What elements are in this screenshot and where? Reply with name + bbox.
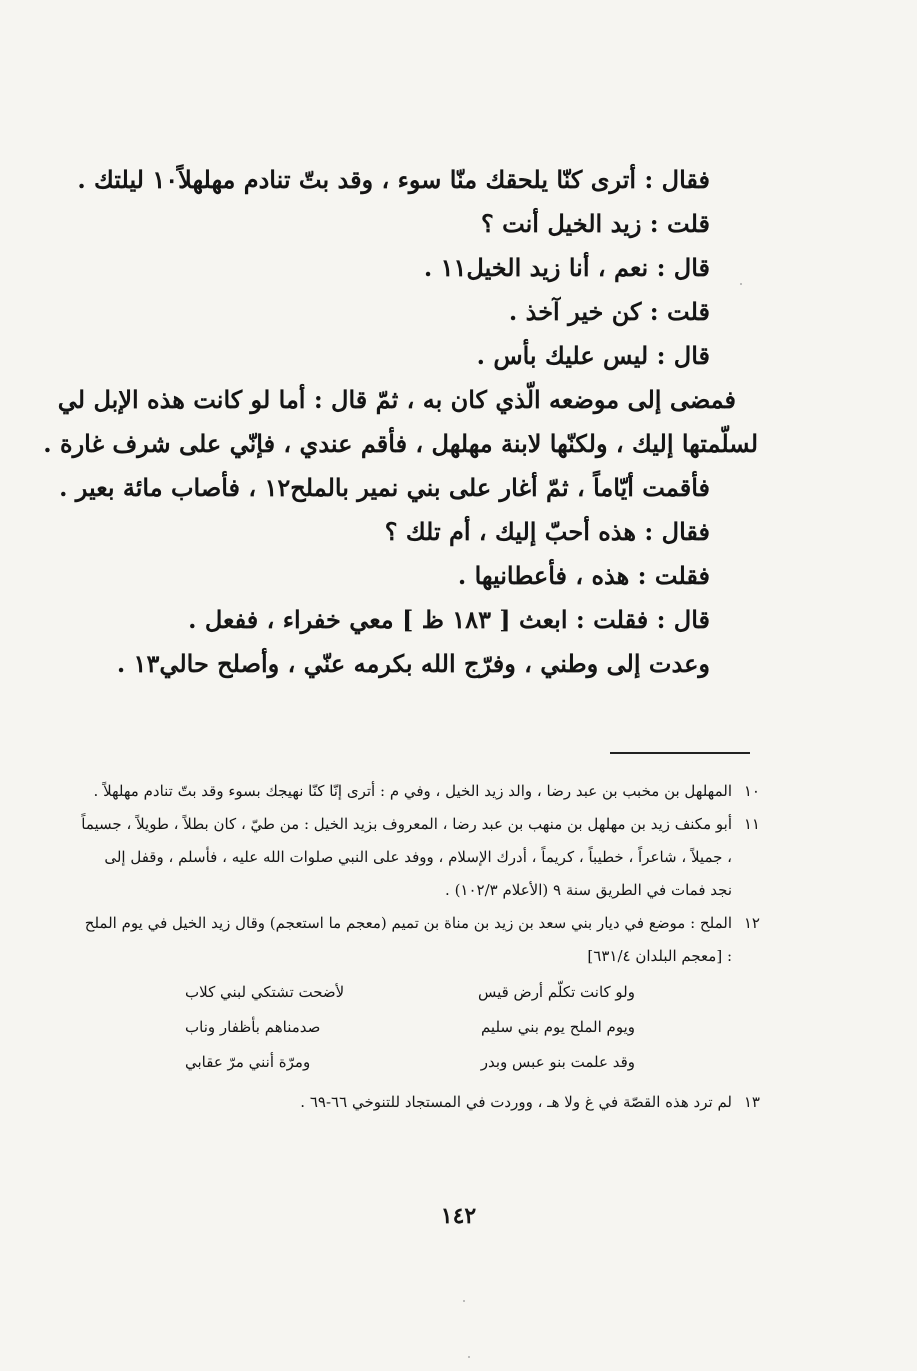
verse-second-hemistich: لأضحت تشتكي لبني كلاب	[185, 983, 345, 1001]
footnote-text: المهلهل بن مخبب بن عبد رضا ، والد زيد الخيل ، وفي م : أترى إنّا كنّا نهيجك بسوء وقد بتّ تنادم مهلهلاً .	[93, 782, 732, 800]
page-number: ١٤٢	[440, 1203, 477, 1229]
verse-second-hemistich: ومرّة أنني مرّ عقابي	[185, 1053, 311, 1071]
footnote-text: أبو مكنف زيد بن مهلهل بن منهب بن عبد رضا ، المعروف بزيد الخيل : من طيّ ، كان بطلاً ، طويلاً ، جسيماً ، جميلاً ، شاعراً ، خطيباً ، كريماً ، أدرك الإسلام ، ووفد على النبي صلوات الله عليه ، فأسلم ، وقفل إلى نجد فمات في الطريق سنة ٩ (الأعلام ١٠٢/٣) .	[81, 815, 732, 899]
text-line: قال : ليس عليك بأس .	[476, 341, 710, 370]
main-text	[43, 158, 758, 686]
footnote	[80, 775, 760, 808]
paper-speck	[468, 1356, 470, 1358]
footnote-number: ١١	[743, 815, 760, 833]
footnote-text: لم ترد هذه القصّة في غ ولا هـ ، ووردت في المستجاد للتنوخي ٦٦-٦٩ .	[300, 1093, 732, 1111]
text-line: قال : نعم ، أنا زيد الخيل١١ .	[423, 253, 710, 282]
poem-verse	[185, 1010, 635, 1045]
text-line: قال : فقلت : ابعث [ ١٨٣ ظ ] معي خفراء ، ففعل .	[188, 605, 710, 634]
footnote-number: ١٠	[743, 782, 760, 800]
footnote	[80, 1086, 760, 1119]
footnote-text: الملح : موضع في ديار بني سعد بن زيد بن مناة بن تميم (معجم ما استعجم) وقال زيد الخيل في يوم الملح : [معجم البلدان ٦٣١/٤]	[84, 914, 732, 965]
poem-verse	[185, 1045, 635, 1080]
text-line: فمضى إلى موضعه الّذي كان به ، ثمّ قال : أما لو كانت هذه الإبل لي	[57, 385, 736, 414]
verse-second-hemistich: صدمناهم بأظفار وناب	[185, 1018, 321, 1036]
footnote	[80, 907, 760, 973]
verse-first-hemistich: ولو كانت تكلّم أرض قيس	[477, 983, 635, 1001]
paper-speck	[463, 1300, 465, 1302]
text-line: لسلّمتها إليك ، ولكنّها لابنة مهلهل ، فأقم عندي ، فإنّي على شرف غارة .	[43, 429, 758, 458]
text-line: فقال : هذه أحبّ إليك ، أم تلك ؟	[384, 517, 710, 546]
footnote	[80, 808, 760, 907]
text-line: فقلت : هذه ، فأعطانيها .	[457, 561, 710, 590]
footnote-number: ١٣	[743, 1093, 760, 1111]
poem	[185, 975, 635, 1080]
verse-first-hemistich: وقد علمت بنو عبس وبدر	[480, 1053, 635, 1071]
text-line: وعدت إلى وطني ، وفرّج الله بكرمه عنّي ، وأصلح حالي١٣ .	[116, 649, 710, 678]
text-line: فقال : أترى كنّا يلحقك منّا سوء ، وقد بتّ تنادم مهلهلاً١٠ ليلتك .	[77, 165, 710, 194]
footnote-number: ١٢	[743, 914, 760, 932]
footnotes	[80, 775, 760, 1119]
paper-speck	[740, 283, 742, 285]
footnote-separator	[610, 752, 750, 754]
text-line: قلت : كن خير آخذ .	[508, 297, 710, 326]
text-line: فأقمت أيّاماً ، ثمّ أغار على بني نمير بالملح١٢ ، فأصاب مائة بعير .	[59, 473, 710, 502]
text-line: قلت : زيد الخيل أنت ؟	[480, 209, 710, 238]
verse-first-hemistich: ويوم الملح يوم بني سليم	[480, 1018, 635, 1036]
poem-verse	[185, 975, 635, 1010]
